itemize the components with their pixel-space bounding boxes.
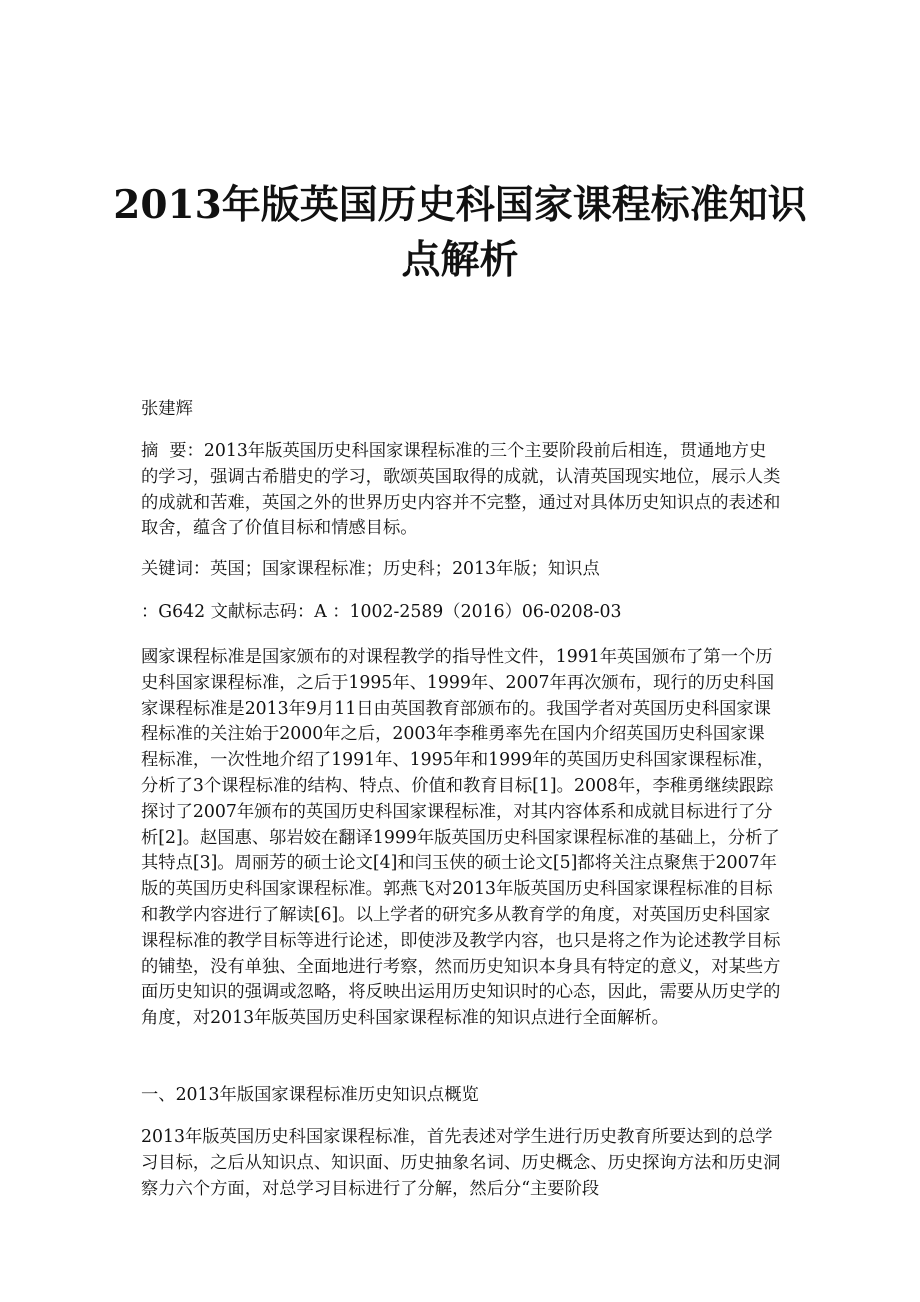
keywords-line: 关键词：英国；国家课程标准；历史科；2013年版；知识点 [141, 559, 600, 579]
section-1-paragraph: 2013年版英国历史科国家课程标准，首先表述对学生进行历史教育所要达到的总学习目标，之后从知识点、知识面、历史抽象名词、历史概念、历史探询方法和历史洞察力六个方面，对总学习目标进行了分解，然后分“主要阶段 [141, 1127, 781, 1199]
author-name: 张建辉 [141, 399, 193, 419]
intro-paragraph: 國家课程标准是国家颁布的对课程教学的指导性文件，1991年英国颁布了第一个历史科国家课程标准，之后于1995年、1999年、2007年再次颁布，现行的历史科国家课程标准是2013年9月11日由英国教育部颁布的。我国学者对英国历史科国家课程标准的关注始于2000年之后，2003年李稚勇率先在国内介绍英国历史科国家课程标准，一次性地介绍了1991年、1995年和1999年的英国历史科国家课程标准，分析了3个课程标准的结构、特点、价值和教育目标[1]。2008年，李稚勇继续跟踪探讨了2007年颁布的英国历史科国家课程标准，对其内容体系和成就目标进行了分析[2]。赵国惠、邬岩姣在翻译1999年版英国历史科国家课程标准的基础上，分析了其特点[3]。周丽芳的硕士论文[4]和闫玉侠的硕士论文[5]都将关注点聚焦于2007年版的英国历史科国家课程标准。郭燕飞对2013年版英国历史科国家课程标准的目标和教学内容进行了解读[6]。以上学者的研究多从教育学的角度，对英国历史科国家课程标准的教学目标等进行论述，即使涉及教学内容，也只是将之作为论述教学目标的铺垫，没有单独、全面地进行考察，然而历史知识本身具有特定的意义，对某些方面历史知识的强调或忽略，将反映出运用历史知识时的心态，因此，需要从历史学的角度，对2013年版英国历史科国家课程标准的知识点进行全面解析。 [141, 647, 781, 1029]
section-heading-1: 一、2013年版国家课程标准历史知识点概览 [141, 1085, 479, 1105]
abstract-paragraph: 摘 要：2013年版英国历史科国家课程标准的三个主要阶段前后相连，贯通地方史的学习，强调古希腊史的学习，歌颂英国取得的成就，认清英国现实地位，展示人类的成就和苦难，英国之外的世界历史内容并不完整，通过对具体历史知识点的表述和取舍，蕴含了价值目标和情感目标。 [141, 441, 781, 539]
classification-line: ：G642 文献标志码：A ：1002-2589（2016）06-0208-03 [141, 602, 622, 622]
document-title: 2013年版英国历史科国家课程标准知识点解析 [113, 182, 807, 283]
